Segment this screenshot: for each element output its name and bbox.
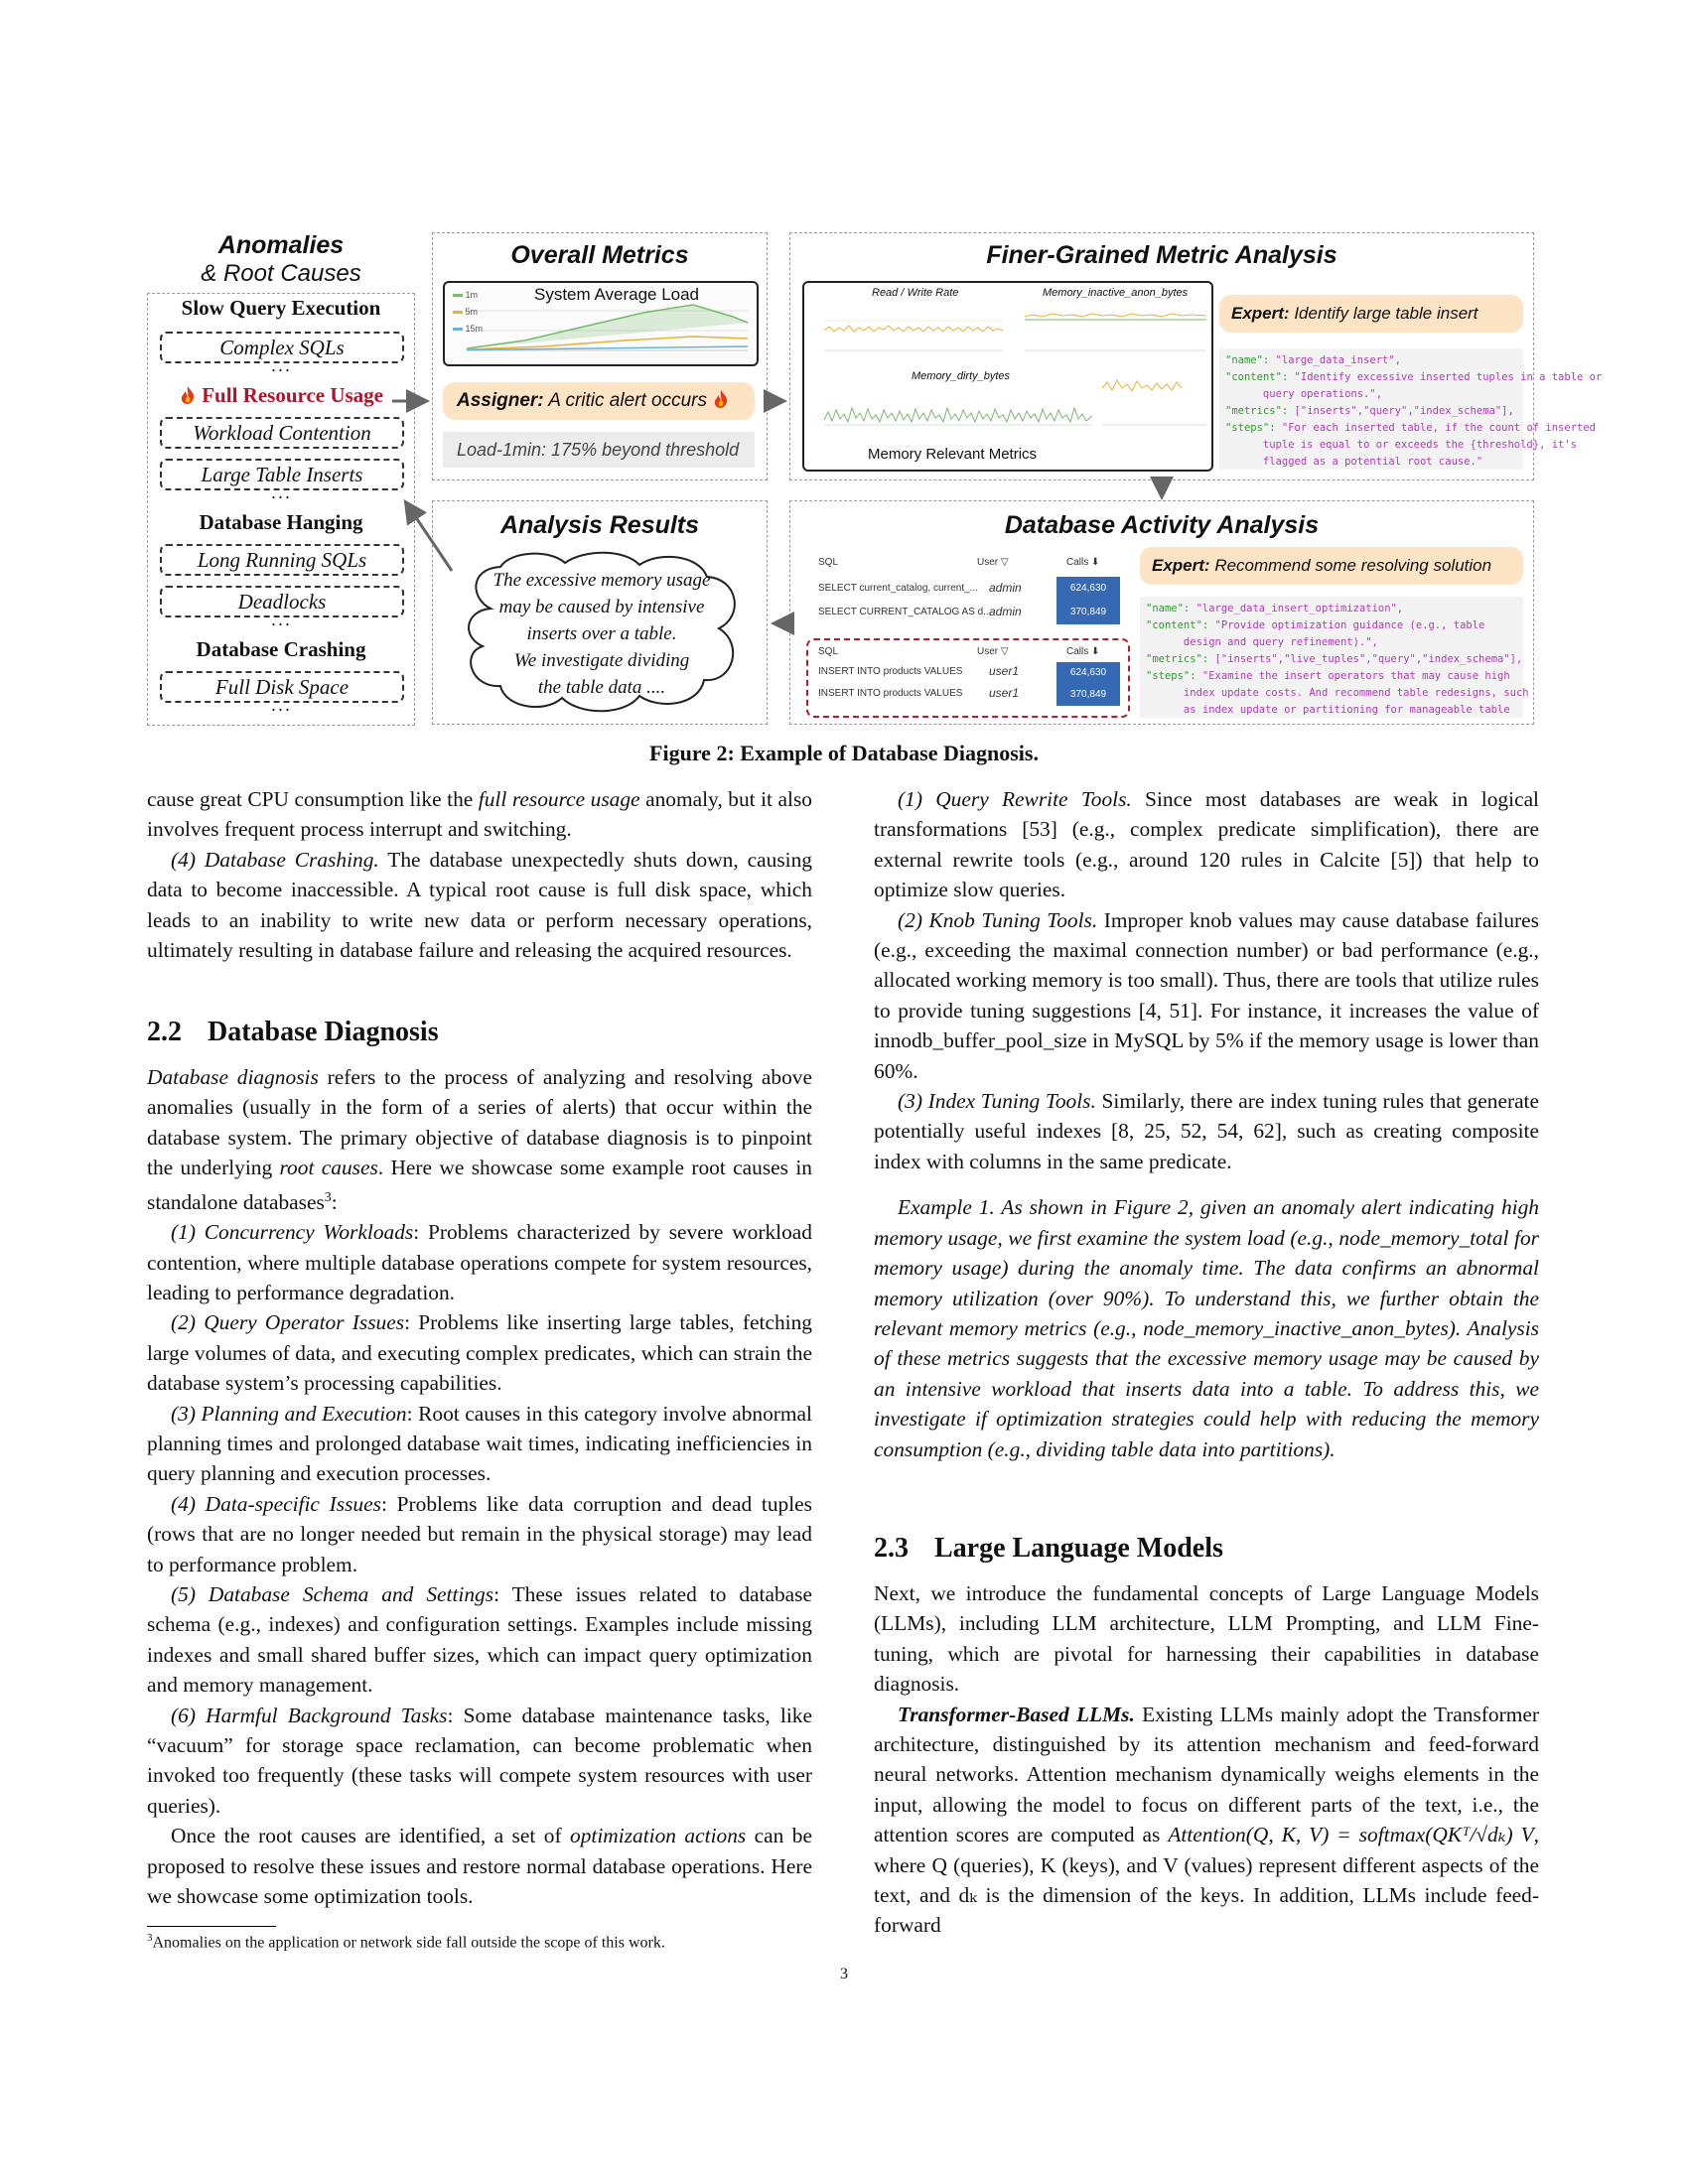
paragraph: (4) Database Crashing. The database unexpectedly shuts down, causing data to become inaccessible. A typical root cause is full disk space, which leads to an inability to write new data or perform necessary operations, ultimately resulting in database failure and releasing the acquired resources.	[147, 847, 812, 963]
code-line: query operations.",	[1225, 388, 1383, 400]
deadlocks-box: Deadlocks	[160, 586, 404, 617]
db-crashing-heading: Database Crashing	[196, 637, 366, 661]
expert-bar-1: Expert: Identify large table insert	[1219, 295, 1523, 333]
sql-col-header: SQL	[818, 646, 839, 657]
read-write-title: Read / Write Rate	[872, 287, 959, 299]
table-row: SELECT current_catalog, current_...	[818, 583, 979, 594]
figure-caption: Figure 2: Example of Database Diagnosis.	[649, 741, 1039, 765]
code-line: "name": "large_data_insert",	[1225, 354, 1402, 366]
list-item: (3) Index Tuning Tools. Similarly, there are index tuning rules that generate potentially useful indexes [8, 25, 52, 54, 62], such as creating composite index with columns in the same predicate.	[874, 1089, 1539, 1173]
inactive-anon-title: Memory_inactive_anon_bytes	[1043, 287, 1189, 299]
slow-query-heading: Slow Query Execution	[181, 296, 381, 320]
code-line: "steps": "Examine the insert operators that may cause high	[1146, 670, 1510, 682]
user-col-header: User ▽	[977, 557, 1009, 568]
list-item: (2) Knob Tuning Tools. Improper knob values may cause database failures (e.g., exceeding the maximal connection number) or bad performance (e.g., allocated working memory is too small). Thus, there are tools that utilize rules to provide tuning suggestions [4, 51]. For instance, it increases the value of innodb_buffer_pool_size in MySQL by 5% if the memory usage is lower than 60%.	[874, 907, 1539, 1083]
left-column	[147, 784, 812, 965]
paragraph: cause great CPU consumption like the full resource usage anomaly, but it also involves frequent process interrupt and switching.	[147, 787, 812, 842]
finer-grained-title: Finer-Grained Metric Analysis	[986, 241, 1337, 269]
expert-bar-2: Expert: Recommend some resolving solution	[1140, 547, 1523, 585]
analysis-results-title: Analysis Results	[499, 511, 700, 539]
ellipsis: ···	[270, 487, 292, 507]
list-item: (1) Concurrency Workloads: Problems characterized by severe workload contention, where multiple database operations compete for system resources, leading to performance degradation.	[147, 1220, 812, 1304]
list-item: (3) Planning and Execution: Root causes in this category involve abnormal planning times and prolonged database wait times, indicating inefficiencies in query planning and execution processes.	[147, 1401, 812, 1486]
code-line: index update costs. And recommend table redesigns, such	[1146, 687, 1529, 699]
dirty-bytes-title: Memory_dirty_bytes	[912, 370, 1011, 382]
full-resource-heading: Full Resource Usage	[148, 383, 414, 408]
complex-sqls-box: Complex SQLs	[160, 332, 404, 363]
table-row: INSERT INTO products VALUES	[818, 666, 963, 677]
paragraph: Database diagnosis refers to the process of analyzing and resolving above anomalies (usually in the form of a series of alerts) that occur within the database system. The primary objective of database diagnosis is to pinpoint the underlying root causes. Here we showcase some example root causes in standalone databases$^3$:	[147, 1065, 812, 1214]
code-line: design and query refinement).",	[1146, 636, 1378, 648]
code-line: "metrics": ["inserts","live_tuples","query","index_schema"],	[1146, 653, 1523, 665]
calls-value: 624,630	[1056, 662, 1120, 684]
attention-formula: Attention(Q, K, V) = softmax(QKᵀ/√dₖ) V	[1168, 1823, 1534, 1847]
table-row-user: user1	[989, 686, 1020, 700]
user-col-header: User ▽	[977, 646, 1009, 657]
table-row-user: user1	[989, 664, 1020, 678]
table-row: INSERT INTO products VALUES	[818, 688, 963, 699]
workload-contention-box: Workload Contention	[160, 417, 404, 449]
overall-metrics-title: Overall Metrics	[510, 241, 689, 269]
code-line: "metrics": ["inserts","query","index_schema"],	[1225, 405, 1514, 417]
list-item: (1) Query Rewrite Tools. Since most databases are weak in logical transformations [53] (e.g., complex predicate simplification), there are external rewrite tools (e.g., around 120 rules in Calcite [5]) that help to optimize slow queries.	[874, 787, 1539, 902]
paragraph: Once the root causes are identified, a set of optimization actions can be proposed to resolve these issues and restore normal database operations. Here we showcase some optimization tools.	[147, 1824, 812, 1909]
table-row-user: admin	[989, 581, 1022, 595]
table-row: SELECT CURRENT_CATALOG AS d...	[818, 607, 992, 617]
db-hanging-heading: Database Hanging	[199, 510, 363, 534]
list-item: (5) Database Schema and Settings: These issues related to database schema (e.g., indexes) and configuration settings. Examples include missing indexes and small shared buffer sizes, which can impact query optimization and memory management.	[147, 1582, 812, 1698]
left-column-continued	[147, 1062, 812, 1912]
memory-group-label: Memory Relevant Metrics	[864, 446, 1041, 463]
example-1: Example 1. As shown in Figure 2, given an anomaly alert indicating high memory usage, we first examine the system load (e.g., node_memory_total for memory usage) during the anomaly time. The data confirms an abnormal memory utilization (over 90%). To understand this, we further obtain the relevant memory metrics (e.g., node_memory_inactive_anon_bytes). Analysis of these metrics suggests that the excessive memory usage may be caused by an intensive workload that inserts data into a table. To address this, we investigate if optimization strategies could help with reducing the memory consumption (e.g., dividing table data into partitions).	[874, 1195, 1539, 1461]
right-column-continued	[874, 1578, 1539, 1941]
list-item: (6) Harmful Background Tasks: Some database maintenance tasks, like “vacuum” for storage space reclamation, can become problematic when invoked too frequently (these tasks will compete system resources with user queries).	[147, 1703, 813, 1818]
page-number: 3	[840, 1966, 848, 1982]
chart-legend: 1m 5m 15m	[453, 287, 483, 338]
ellipsis: ···	[270, 614, 292, 634]
calls-col-header: Calls ⬇	[1066, 646, 1100, 657]
code-line: "steps": "For each inserted table, if the count of inserted	[1225, 422, 1596, 434]
footnote: $^3$Anomalies on the application or network side fall outside the scope of this work.	[147, 1932, 665, 1952]
code-line: "name": "large_data_insert_optimization",	[1146, 603, 1404, 614]
cloud-text: The excessive memory usage may be caused by intensive inserts over a table. We investigate dividing the table data ....	[492, 570, 711, 698]
assigner-bar: Assigner: A critic alert occurs	[443, 382, 755, 420]
right-column	[874, 784, 1539, 1464]
list-item: (2) Query Operator Issues: Problems like inserting large tables, fetching large volumes of data, and executing complex predicates, which can strain the database system’s processing capabilities.	[147, 1310, 812, 1396]
db-activity-title: Database Activity Analysis	[1004, 511, 1320, 539]
sql-col-header: SQL	[818, 557, 839, 568]
chart-title: System Average Load	[534, 285, 700, 304]
section-heading-2-2: 2.2 Database Diagnosis	[147, 1017, 439, 1047]
paragraph: Next, we introduce the fundamental concepts of Large Language Models (LLMs), including LLM architecture, LLM Prompting, and LLM Fine-tuning, which are pivotal for harnessing their capabilities in database diagnosis.	[874, 1581, 1539, 1697]
list-item: (4) Data-specific Issues: Problems like data corruption and dead tuples (rows that are no longer needed but remain in the physical storage) may lead to performance problem.	[147, 1491, 812, 1576]
calls-value: 370,849	[1056, 684, 1120, 706]
anomalies-title: Anomalies & Root Causes	[201, 231, 361, 287]
full-disk-box: Full Disk Space	[160, 671, 404, 703]
code-line: as index update or partitioning for manageable table	[1146, 704, 1510, 716]
calls-col-header: Calls ⬇	[1066, 557, 1100, 568]
code-line: "content": "Identify excessive inserted tuples in a table or	[1225, 371, 1603, 383]
code-line: flagged as a potential root cause."	[1225, 456, 1483, 468]
ellipsis: ···	[270, 360, 292, 380]
table-row-user: admin	[989, 605, 1022, 618]
load-threshold-text: Load-1min: 175% beyond threshold	[443, 432, 755, 468]
calls-value: 370,849	[1056, 601, 1120, 624]
code-line: "content": "Provide optimization guidance (e.g., table	[1146, 619, 1485, 631]
code-line: tuple is equal to or exceeds the {threshold}, it's	[1225, 439, 1578, 451]
large-table-inserts-box: Large Table Inserts	[160, 459, 404, 490]
paragraph: Transformer-Based LLMs. Existing LLMs mainly adopt the Transformer architecture, distinguished by its attention mechanism and feed-forward neural networks. Attention mechanism dynamically weighs elements in the input, allowing the model to focus on different parts of the text, i.e., the attention scores are computed as Attention(Q, K, V) = softmax(QKᵀ/√dₖ) V, where Q (queries), K (keys), and V (values) represent different aspects of the text, and dₖ is the dimension of the keys. In addition, LLMs include feed-forward	[874, 1702, 1540, 1938]
calls-value: 624,630	[1056, 577, 1120, 601]
ellipsis: ···	[270, 700, 292, 720]
long-running-box: Long Running SQLs	[160, 544, 404, 576]
section-heading-2-3: 2.3 Large Language Models	[874, 1533, 1223, 1564]
figure-arrows	[0, 0, 1688, 754]
footnote-rule	[147, 1926, 276, 1927]
